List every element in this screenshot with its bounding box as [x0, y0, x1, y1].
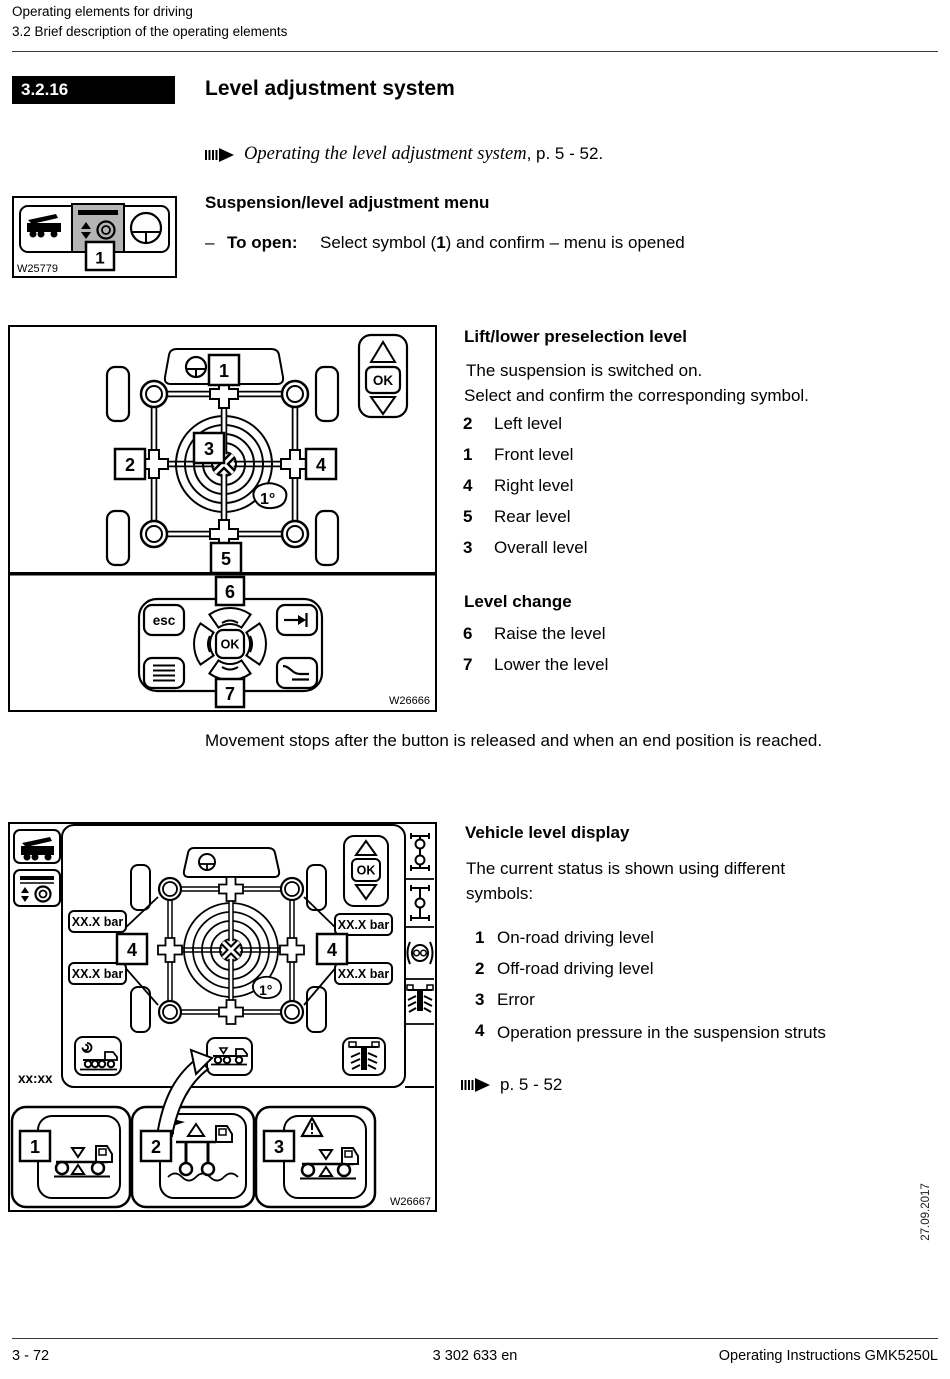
svg-text:XX.X bar: XX.X bar	[71, 967, 124, 981]
svg-text:4: 4	[315, 455, 327, 475]
svg-text:1°: 1°	[259, 982, 273, 998]
list-item: 7 Lower the level	[463, 655, 609, 674]
time-label: xx:xx	[18, 1071, 53, 1086]
svg-text:OK: OK	[372, 373, 394, 388]
level-preselection-diagram	[10, 327, 435, 710]
outrigger-icon	[407, 985, 433, 1012]
ok-panel	[344, 836, 388, 906]
list-item: 2 Left level	[463, 414, 563, 433]
header-line-1: Operating elements for driving	[12, 4, 193, 19]
menu-bullet	[205, 230, 685, 255]
center-cross	[222, 941, 240, 959]
display-intro: The current status is shown using different symbols:	[466, 859, 786, 903]
svg-text:3: 3	[203, 439, 215, 459]
list-item: 1 On-road driving level	[475, 928, 654, 947]
page-title: Level adjustment system	[205, 77, 455, 100]
bullet-dash: –	[205, 233, 215, 252]
angle-callout	[253, 977, 281, 998]
level-status-key	[207, 1038, 252, 1075]
bullet-label: To open:	[227, 233, 298, 252]
lift-level-list	[463, 414, 588, 569]
crossref-arrow-icon	[205, 148, 235, 162]
esc-button	[144, 605, 184, 635]
footer-page-number: 3 - 72	[12, 1348, 50, 1364]
figure-id-label: W26667	[390, 1196, 431, 1208]
list-item: 4 Right level	[463, 476, 574, 495]
outrigger-status-key	[343, 1038, 385, 1075]
crossref-arrow-icon	[461, 1078, 491, 1092]
menu-button	[144, 658, 184, 688]
axle-one-circle-icon	[411, 885, 429, 921]
list-item: 2 Off-road driving level	[475, 959, 654, 978]
steering-wheel-icon	[199, 854, 215, 870]
revision-date: 27.09.2017	[920, 1183, 932, 1241]
truck-key	[14, 830, 60, 863]
svg-text:4: 4	[126, 940, 138, 960]
list-item: 3 Error	[475, 990, 535, 1009]
display-heading: Vehicle level display	[465, 823, 630, 842]
switch-button	[277, 658, 317, 688]
steering-wheel-icon	[131, 213, 161, 243]
callout-box-1	[86, 242, 114, 270]
lift-heading: Lift/lower preselection level	[464, 327, 687, 346]
figure-w26666	[8, 325, 437, 712]
svg-text:XX.X bar: XX.X bar	[337, 918, 390, 932]
movement-note: Movement stops after the button is released and when an end position is reached.	[205, 731, 823, 750]
bullet-text-num: 1	[436, 233, 446, 252]
wind-status-key	[75, 1037, 121, 1075]
lift-line-1: The suspension is switched on.	[466, 361, 703, 380]
section-number-box	[12, 76, 175, 104]
differential-lock-icon	[408, 942, 433, 964]
svg-text:1°: 1°	[260, 491, 276, 508]
header-divider	[12, 51, 938, 52]
svg-text:7: 7	[224, 684, 236, 704]
error-symbol	[284, 1116, 366, 1198]
footer-divider	[12, 1338, 938, 1339]
list-item: 1 Front level	[463, 445, 574, 464]
status-legend-cells	[12, 1107, 375, 1207]
header-line-2: 3.2 Brief description of the operating elements	[12, 24, 288, 39]
figure-w25779	[12, 196, 177, 278]
level-change-list	[463, 624, 608, 686]
crossref-italic: Operating the level adjustment system	[244, 144, 527, 164]
status-sidebar	[405, 833, 434, 1024]
angle-callout	[253, 483, 286, 508]
display-symbol-list	[475, 928, 826, 1056]
svg-text:1: 1	[95, 248, 105, 268]
tab-arrow-button	[277, 605, 317, 635]
svg-text:6: 6	[224, 582, 236, 602]
pointer-arrow	[157, 1050, 212, 1136]
footer-doc-title: Operating Instructions GMK5250L	[718, 1348, 938, 1364]
ok-button	[216, 630, 244, 658]
list-item: 5 Rear level	[463, 507, 571, 526]
bullet-text-pre: Select symbol (	[320, 233, 437, 252]
crossref-line	[205, 144, 603, 165]
crossref-text: p. 5 - 52	[500, 1075, 563, 1094]
svg-text:2: 2	[150, 1137, 162, 1157]
bullet-text-post: ) and confirm – menu is opened	[445, 233, 685, 252]
svg-text:XX.X bar: XX.X bar	[337, 967, 390, 981]
suspension-menu-key	[14, 870, 60, 906]
section-number: 3.2.16	[21, 80, 69, 99]
list-item: 6 Raise the level	[463, 624, 606, 643]
svg-text:XX.X bar: XX.X bar	[71, 915, 124, 929]
list-item: 4 Operation pressure in the suspension struts	[475, 1021, 826, 1042]
svg-text:2: 2	[124, 455, 136, 475]
steering-wheel-icon	[186, 357, 206, 377]
ok-panel	[359, 335, 407, 417]
keypad	[139, 599, 322, 691]
footer-doc-number: 3 302 633 en	[432, 1348, 518, 1364]
figure-id-label: W26666	[389, 695, 430, 707]
list-item: 3 Overall level	[463, 538, 588, 557]
level-change-heading: Level change	[464, 592, 572, 611]
svg-text:1: 1	[29, 1137, 41, 1157]
lift-line-2: Select and confirm the corresponding symbol.	[464, 386, 809, 405]
svg-text:4: 4	[326, 940, 338, 960]
truck-icon	[27, 214, 61, 238]
svg-text:OK: OK	[356, 863, 376, 878]
figure-w26667	[8, 822, 437, 1212]
truck-icon	[21, 837, 54, 861]
svg-text:1: 1	[218, 361, 230, 381]
display-crossref	[461, 1075, 562, 1095]
svg-text:3: 3	[273, 1137, 285, 1157]
vehicle-level-display-diagram	[10, 824, 435, 1210]
crossref-rest: , p. 5 - 52.	[526, 144, 604, 163]
svg-text:5: 5	[220, 549, 232, 569]
menu-heading: Suspension/level adjustment menu	[205, 193, 490, 212]
figure-id-label: W25779	[17, 263, 58, 275]
svg-text:OK: OK	[220, 637, 240, 652]
axle-two-circles-icon	[411, 833, 429, 871]
svg-text:esc: esc	[152, 613, 176, 628]
